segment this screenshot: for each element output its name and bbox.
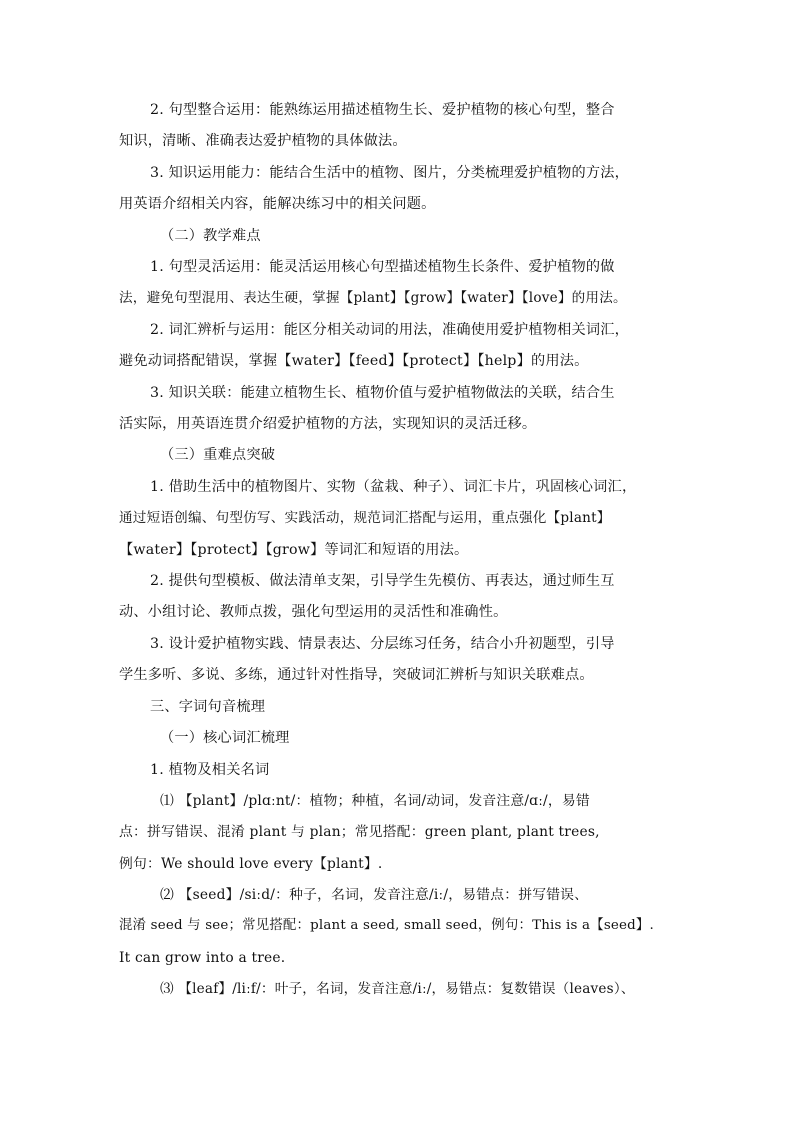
vocab-entry-line: ⑴ 【plant】/plɑːnt/：植物；种植，名词/动词，发音注意/ɑː/，易错 — [160, 793, 590, 809]
subsection-heading: （一）核心词汇梳理 — [160, 730, 290, 746]
paragraph-line: 3. 知识关联：能建立植物生长、植物价值与爱护植物做法的关联，结合生 — [150, 385, 615, 401]
vocab-entry-line: 例句：We should love every【plant】. — [119, 856, 383, 872]
vocab-entry-line: 点：拼写错误、混淆 plant 与 plan；常见搭配：green plant, plant trees, — [119, 824, 600, 840]
paragraph-line: 3. 知识运用能力：能结合生活中的植物、图片，分类梳理爱护植物的方法， — [150, 165, 630, 181]
section-heading: 三、字词句音梳理 — [150, 699, 266, 715]
paragraph-line: 3. 设计爱护植物实践、情景表达、分层练习任务，结合小升初题型，引导 — [150, 636, 615, 652]
paragraph-line: 学生多听、多说、多练，通过针对性指导，突破词汇辨析与知识关联难点。 — [119, 667, 594, 683]
paragraph-line: 知识，清晰、准确表达爱护植物的具体做法。 — [119, 133, 407, 149]
paragraph-line: 动、小组讨论、教师点拨，强化句型运用的灵活性和准确性。 — [119, 604, 508, 620]
paragraph-line: 1. 句型灵活运用：能灵活运用核心句型描述植物生长条件、爱护植物的做 — [150, 259, 615, 275]
paragraph-line: 1. 借助生活中的植物图片、实物（盆栽、种子）、词汇卡片，巩固核心词汇， — [150, 479, 637, 495]
paragraph-line: 避免动词搭配错误，掌握【water】【feed】【protect】【help】的用法。 — [119, 353, 589, 369]
paragraph-line: 用英语介绍相关内容，能解决练习中的相关问题。 — [119, 196, 436, 212]
paragraph-line: 【water】【protect】【grow】等词汇和短语的用法。 — [119, 542, 469, 558]
vocab-entry-line: ⑵ 【seed】/siːd/：种子，名词，发音注意/iː/，易错点：拼写错误、 — [160, 887, 589, 903]
vocab-entry-line: It can grow into a tree. — [119, 950, 286, 966]
paragraph-line: 2. 词汇辨析与运用：能区分相关动词的用法，准确使用爱护植物相关词汇， — [150, 322, 630, 338]
vocab-entry-line: ⑶ 【leaf】/liːf/：叶子，名词，发音注意/iː/，易错点：复数错误（leaves）、 — [160, 981, 635, 997]
paragraph-line: 活实际，用英语连贯介绍爱护植物的方法，实现知识的灵活迁移。 — [119, 416, 537, 432]
paragraph-line: 通过短语创编、句型仿写、实践活动，规范词汇搭配与运用，重点强化【plant】 — [119, 510, 611, 526]
subsection-heading: 1. 植物及相关名词 — [150, 762, 270, 778]
paragraph-line: 2. 提供句型模板、做法清单支架，引导学生先模仿、再表达，通过师生互 — [150, 573, 615, 589]
section-heading: （二）教学难点 — [160, 228, 261, 244]
vocab-entry-line: 混淆 seed 与 see；常见搭配：plant a seed, small seed，例句：This is a【seed】. — [119, 918, 654, 933]
paragraph-line: 法，避免句型混用、表达生硬，掌握【plant】【grow】【water】【love】的用法。 — [119, 290, 627, 306]
section-heading: （三）重难点突破 — [160, 447, 276, 463]
paragraph-line: 2. 句型整合运用：能熟练运用描述植物生长、爱护植物的核心句型，整合 — [150, 102, 615, 118]
